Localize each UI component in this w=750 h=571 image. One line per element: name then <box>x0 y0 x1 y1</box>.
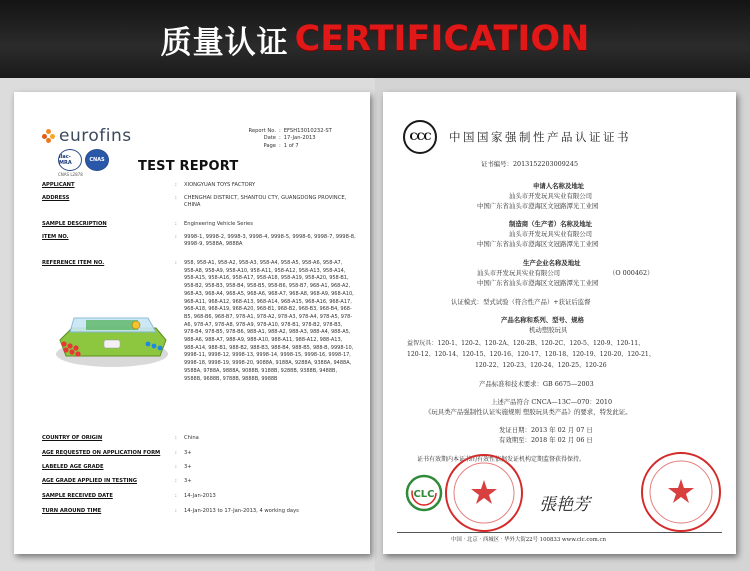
test-report-document: eurofins ilac-MRA CNAS CNAS L2878 Report No. : EFSH13010232-ST Date : 17-Jan-2013 Page : 1 of 7 TEST REPORT APPLICANT : XIONGYUAN TOYS FACTORY ADDRESS : CHENGHAI DISTRICT, SHANTOU CTY, GUANGDONG PROVINCE, CHINA SAMPLE DESCRIPTION : Engineering Vehicle Series ITEM NO. : 9998-1, 9998-2, 9998-3, 9998-4, 9998-5, 9998-6, 9998-7, 9998-8, 9998-9, 9588A, 9888A REFERENCE ITEM NO. : 958, 958-A1, 958-A2, 958-A3, 958-A4, 958-A5, 958-A6, 958-A7, 958-A8, 958-A9, 958-A10, 958-A11, 958-A12, 958-A13, 958-A14, 958-A15, 958-A16, 958-A17, 958-A18, 958-A19, 958-A20, 958-B1, 958-B2, 958-B3, 958-B4, 958-B5, 958-B6, 958-B7, 968-A1, 968-A2, 968-A3, 968-A4, 968-A5, 968-A6, 968-A7, 968-A8, 968-A9, 968-A10, 968-A11, 968-A12, 968-A13, 968-A14, 968-A15, 968-A16, 968-A17, 968-A18, 968-A19, 968-A20, 968-B1, 968-B2, 968-B3, 968-B4, 968-B5, 968-B6, 968-B7, 978-A1, 978-A2, 978-A3, 978-A4, 978-A5, 978-A6, 978-A7, 978-A8, 978-A9, 978-A10, 978-B1, 978-B2, 978-B3, 978-B4, 978-B5, 978-B6, 988-A1, 988-A2, 988-A3, 988-A4, 988-A5, 988-A6, 988-A7, 988-A9, 988-A10, 988-A11, 988-A12, 988-A13, 988-A14, 988-B1, 988-B2, 988-B3, 988-B4, 988-B5, 988-B, 9998-10, 9998-11, 9998-12, 9998-13, 9998-14, 9998-15, 9998-16, 9998-17, 9998-18, 9998-19, 9998-20, 9088A, 9188A, 9288A, 9388A, 9488A, 9588A, 9788A, 9888A, 9088B, 9188B, 9288B, 9388B, 9488B, 9588B, 9688B, 9788B, 9888B, 9988B COUNTRY OF ORIGIN : China AGE REQUESTED ON APPLICATION FORM : 3+ LABELED AGE GRADE : 3+ AGE GRADE APPLIED IN TESTING : 3+ SAMPLE RECEIVED DATE : 14-Jan-2013 TURN AROUND TIME : 14-Jan-2013 to 17-Jan-2013, 4 working days <box>14 92 370 554</box>
red-seal-stamp-left <box>445 454 523 532</box>
banner-title-zh: 质量认证 <box>160 24 289 61</box>
star-icon <box>643 454 719 530</box>
eurofins-logo-icon <box>42 129 56 143</box>
conformity-rules-2: 《玩具类产品强制性认证实施规则 塑胶玩具类产品》的要求，特发此证。 <box>425 408 632 416</box>
footer-divider <box>397 532 722 533</box>
cnas-seal: CNAS <box>85 149 109 171</box>
product-heading: 产品名称和系列、型号、规格 <box>501 316 585 324</box>
field-value: 14-Jan-2013 <box>184 493 216 499</box>
report-title: TEST REPORT <box>138 159 239 174</box>
eurofins-brand: eurofins <box>59 126 132 146</box>
certificate-title: 中国国家强制性产品认证证书 <box>449 130 631 144</box>
field-value: 14-Jan-2013 to 17-Jan-2013, 4 working days <box>184 508 299 514</box>
factory-address: 中国广东省汕头市澄海区文冠路潭光工业园 <box>477 279 599 287</box>
product-models-line1: 益智玩具：120-1、120-2、120-2A、120-2B、120-2C、120-5、120-9、120-11、 <box>407 340 645 347</box>
applicant-address: 中国广东省汕头市澄海区文冠路潭光工业园 <box>477 202 599 210</box>
field-value: 3+ <box>184 450 192 456</box>
header-banner <box>0 0 750 78</box>
manufacturer-name: 汕头市开发玩具实业有限公司 <box>509 230 593 238</box>
meta-key: Date <box>263 135 276 142</box>
product-models-line3: 120-22、120-23、120-24、120-25、120-26 <box>475 362 607 369</box>
star-icon <box>447 456 521 530</box>
clc-logo-icon <box>405 474 443 512</box>
field-value: China <box>184 435 199 441</box>
validity-notice: 证书有效期内本证书的有效性依据发证机构定期监督获得保持。 <box>417 456 586 463</box>
ccc-logo: CCC <box>403 120 437 154</box>
product-standard: 产品标准和技术要求：GB 6675—2003 <box>479 380 594 388</box>
applicant-heading: 申请人名称及地址 <box>533 182 585 190</box>
ccc-certificate-document <box>383 92 736 554</box>
report-number: EFSH13010232-ST <box>283 128 332 134</box>
toy-product-photo <box>52 288 172 374</box>
field-value: 3+ <box>184 478 192 484</box>
field-label: COUNTRY OF ORIGIN <box>42 435 103 441</box>
field-label: REFERENCE ITEM NO. <box>42 260 105 266</box>
product-models-line2: 120-12、120-14、120-15、120-16、120-17、120-18、120-19、120-20、120-21、 <box>407 351 655 358</box>
field-label: ADDRESS <box>42 195 70 201</box>
conformity-rules: 上述产品符合 CNCA—13C—070：2010 <box>491 398 613 406</box>
factory-name: 汕头市开发玩具实业有限公司 <box>477 269 561 277</box>
field-value: CHENGHAI DISTRICT, SHANTOU CTY, GUANGDONG PROVINCE, CHINA <box>184 195 347 209</box>
field-label: LABELED AGE GRADE <box>42 464 104 470</box>
field-label: APPLICANT <box>42 182 75 188</box>
ilac-mra-seal: ilac-MRA <box>58 149 82 171</box>
accreditation-caption: CNAS L2878 <box>58 172 83 177</box>
banner-title-en: CERTIFICATION <box>294 19 590 59</box>
report-page: 1 of 7 <box>283 142 299 149</box>
svg-text:CLC: CLC <box>413 489 435 500</box>
field-label: AGE REQUESTED ON APPLICATION FORM <box>42 450 161 456</box>
meta-key: Page <box>263 142 276 149</box>
field-label: TURN AROUND TIME <box>42 508 102 514</box>
field-value: Engineering Vehicle Series <box>184 221 253 227</box>
eurofins-logo <box>42 126 132 146</box>
applicant-name: 汕头市开发玩具实业有限公司 <box>509 192 593 200</box>
report-date: 17-Jan-2013 <box>283 135 316 142</box>
report-meta: Report No. : EFSH13010232-ST Date : 17-Jan-2013 Page : 1 of 7 <box>242 128 332 150</box>
field-label: SAMPLE DESCRIPTION <box>42 221 107 227</box>
field-label: ITEM NO. <box>42 234 69 240</box>
accreditation-seals <box>58 149 109 171</box>
field-label: AGE GRADE APPLIED IN TESTING <box>42 478 138 484</box>
product-name: 机动塑胶玩具 <box>529 326 568 334</box>
certificate-footer: 中国 · 北京 · 西城区 · 华外大街22号 100833 www.clc.com.cn <box>451 537 606 543</box>
valid-until-date: 有效期至：2018 年 02 月 06 日 <box>499 436 593 444</box>
certificate-header <box>403 120 721 154</box>
field-label: SAMPLE RECEIVED DATE <box>42 493 113 499</box>
field-value: 958, 958-A1, 958-A2, 958-A3, 958-A4, 958-A5, 958-A6, 958-A7, 958-A8, 958-A9, 958-A10, 958-A11, 958-A12, 958-A13, 958-A14, 958-A15, 958-A16, 958-A17, 958-A18, 958-A19, 958-A20, 958-B1, 958-B2, 958-B3, 958-B4, 958-B5, 958-B6, 958-B7, 968-A1, 968-A2, 968-A3, 968-A4, 968-A5, 968-A6, 968-A7, 968-A8, 968-A9, 968-A10, 968-A11, 968-A12, 968-A13, 968-A14, 968-A15, 968-A16, 968-A17, 968-A18, 968-A19, 968-A20, 968-B1, 968-B2, 968-B3, 968-B4, 968-B5, 968-B6, 968-B7, 978-A1, 978-A2, 978-A3, 978-A4, 978-A5, 978-A6, 978-A7, 978-A8, 978-A9, 978-A10, 978-B1, 978-B2, 978-B3, 978-B4, 978-B5, 978-B6, 988-A1, 988-A2, 988-A3, 988-A4, 988-A5, 988-A6, 988-A7, 988-A9, 988-A10, 988-A11, 988-A12, 988-A13, 988-A14, 988-B1, 988-B2, 988-B3, 988-B4, 988-B5, 988-B, 9998-10, 9998-11, 9998-12, 9998-13, 9998-14, 9998-15, 9998-16, 9998-17, 9998-18, 9998-19, 9998-20, 9088A, 9188A, 9288A, 9388A, 9488A, 9588A, 9788A, 9888A, 9088B, 9188B, 9288B, 9388B, 9488B, 9588B, 9688B, 9788B, 9888B, 9988B <box>184 260 354 382</box>
certification-mode: 认证模式：型式试验（符合性产品）+获证后监督 <box>451 298 591 306</box>
cert-number: 证书编号：2013152203009245 <box>481 160 579 168</box>
field-value: 3+ <box>184 464 192 470</box>
issue-date: 发证日期：2013 年 02 月 07 日 <box>499 426 593 434</box>
field-value: XIONGYUAN TOYS FACTORY <box>184 182 256 188</box>
manufacturer-heading: 制造商（生产者）名称及地址 <box>509 220 593 228</box>
factory-code: （O 000462） <box>609 269 654 277</box>
manufacturer-address: 中国广东省汕头市澄海区文冠路潭光工业园 <box>477 240 599 248</box>
signature: 張艳芳 <box>539 495 590 515</box>
field-value: 9998-1, 9998-2, 9998-3, 9998-4, 9998-5, 9998-6, 9998-7, 9998-8, 9998-9, 9588A, 9888A <box>184 234 356 248</box>
meta-key: Report No. <box>248 128 276 134</box>
red-seal-stamp-right <box>641 452 721 532</box>
factory-heading: 生产企业名称及地址 <box>523 259 581 267</box>
